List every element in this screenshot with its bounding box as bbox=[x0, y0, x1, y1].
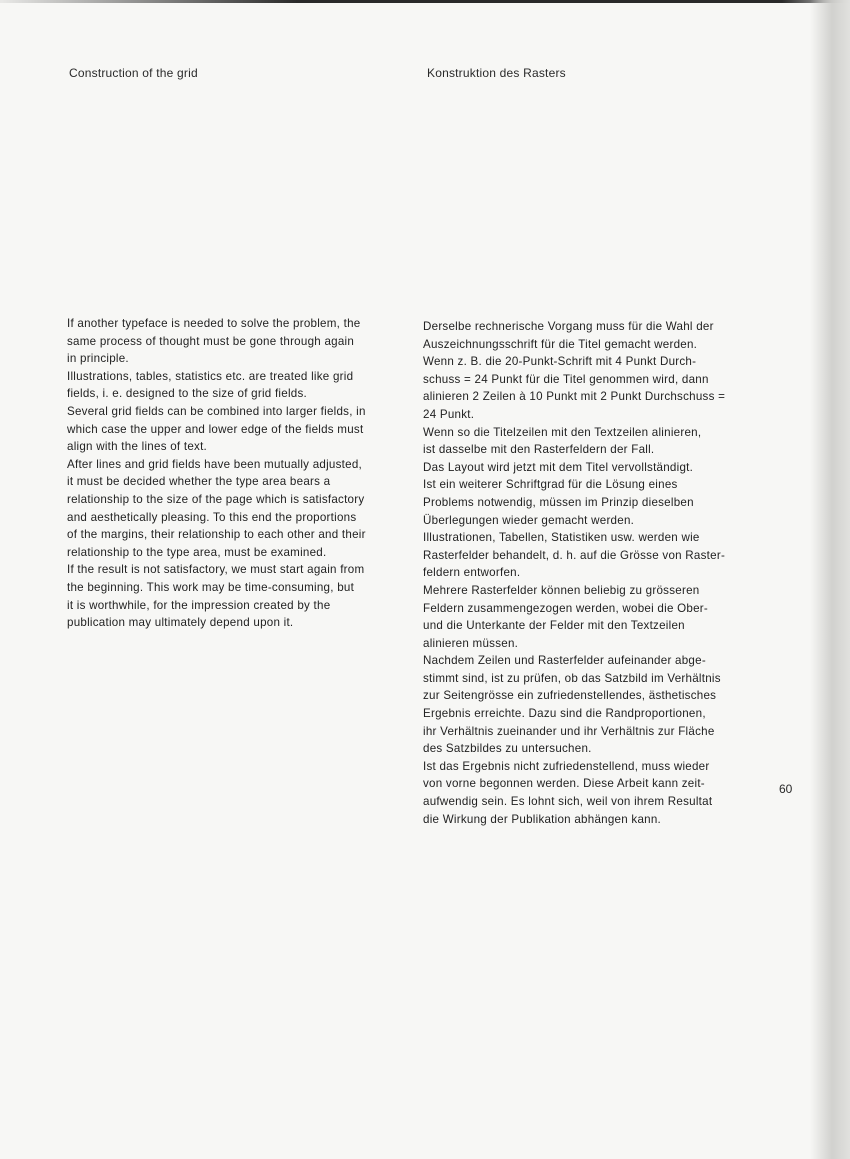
text-line: If another typeface is needed to solve the problem, the bbox=[67, 317, 361, 330]
text-line: Das Layout wird jetzt mit dem Titel vervollständigt. bbox=[423, 460, 694, 474]
text-line: relationship to the size of the page which is satisfactory bbox=[67, 492, 365, 506]
text-line: relationship to the type area, must be examined. bbox=[67, 545, 327, 559]
running-head-german: Konstruktion des Rasters bbox=[427, 66, 566, 80]
text-line: des Satzbildes zu untersuchen. bbox=[423, 742, 592, 756]
text-line: and aesthetically pleasing. To this end the proportions bbox=[67, 510, 357, 524]
text-line: it must be decided whether the type area bears a bbox=[67, 475, 331, 489]
text-line: Wenn z. B. die 20-Punkt-Schrift mit 4 Punkt Durch- bbox=[423, 355, 697, 369]
text-line: aufwendig sein. Es lohnt sich, weil von ihrem Resultat bbox=[423, 795, 713, 809]
page-number: 60 bbox=[779, 782, 793, 796]
english-text-column bbox=[67, 315, 407, 632]
text-line: und die Unterkante der Felder mit den Textzeilen bbox=[423, 619, 685, 633]
german-text-column bbox=[423, 318, 768, 828]
text-line: 24 Punkt. bbox=[423, 407, 475, 421]
text-line: Nachdem Zeilen und Rasterfelder aufeinander abge- bbox=[423, 654, 706, 668]
text-line: which case the upper and lower edge of the fields must bbox=[67, 422, 364, 436]
text-line: alinieren 2 Zeilen à 10 Punkt mit 2 Punkt Durchschuss = bbox=[423, 390, 726, 404]
text-line: Rasterfelder behandelt, d. h. auf die Grösse von Raster- bbox=[423, 548, 726, 562]
text-line: Problems notwendig, müssen im Prinzip dieselben bbox=[423, 495, 694, 509]
text-line: stimmt sind, ist zu prüfen, ob das Satzbild im Verhältnis bbox=[423, 671, 721, 685]
text-line: Illustrationen, Tabellen, Statistiken usw. werden wie bbox=[423, 531, 700, 545]
text-line: ist dasselbe mit den Rasterfeldern der Fall. bbox=[423, 443, 655, 457]
text-line: Ergebnis erreichte. Dazu sind die Randproportionen, bbox=[423, 707, 706, 721]
text-line: After lines and grid fields have been mutually adjusted, bbox=[67, 457, 362, 471]
text-line: align with the lines of text. bbox=[67, 440, 208, 454]
running-head-english: Construction of the grid bbox=[69, 66, 198, 80]
text-line: alinieren müssen. bbox=[423, 636, 519, 650]
text-line: Wenn so die Titelzeilen mit den Textzeilen alinieren, bbox=[423, 425, 702, 439]
text-line: Ist ein weiterer Schriftgrad für die Lösung eines bbox=[423, 478, 678, 492]
page-gutter-shadow bbox=[810, 0, 850, 1159]
text-line: zur Seitengrösse ein zufriedenstellendes, ästhetisches bbox=[423, 689, 717, 703]
text-line: die Wirkung der Publikation abhängen kann. bbox=[423, 812, 662, 826]
text-line: Derselbe rechnerische Vorgang muss für die Wahl der bbox=[423, 320, 714, 333]
text-line: Illustrations, tables, statistics etc. are treated like grid bbox=[67, 369, 354, 383]
text-line: von vorne begonnen werden. Diese Arbeit kann zeit- bbox=[423, 777, 705, 791]
text-line: Auszeichnungsschrift für die Titel gemacht werden. bbox=[423, 337, 698, 351]
text-line: schuss = 24 Punkt für die Titel genommen wird, dann bbox=[423, 372, 709, 386]
page-top-edge bbox=[0, 0, 850, 3]
text-line: If the result is not satisfactory, we must start again from bbox=[67, 563, 365, 577]
text-line: Feldern zusammengezogen werden, wobei die Ober- bbox=[423, 601, 708, 615]
text-line: Überlegungen wieder gemacht werden. bbox=[423, 513, 635, 527]
text-line: in principle. bbox=[67, 352, 129, 366]
text-line: same process of thought must be gone through again bbox=[67, 334, 355, 348]
text-line: the beginning. This work may be time-consuming, but bbox=[67, 580, 355, 594]
text-line: ihr Verhältnis zueinander und ihr Verhältnis zur Fläche bbox=[423, 724, 715, 738]
text-line: publication may ultimately depend upon it. bbox=[67, 616, 294, 630]
text-line: Several grid fields can be combined into larger fields, in bbox=[67, 404, 366, 418]
text-line: fields, i. e. designed to the size of grid fields. bbox=[67, 387, 307, 401]
text-line: it is worthwhile, for the impression created by the bbox=[67, 598, 331, 612]
text-line: of the margins, their relationship to each other and their bbox=[67, 528, 366, 542]
text-line: feldern entworfen. bbox=[423, 566, 521, 580]
text-line: Ist das Ergebnis nicht zufriedenstellend, muss wieder bbox=[423, 759, 710, 773]
text-line: Mehrere Rasterfelder können beliebig zu grösseren bbox=[423, 583, 700, 597]
